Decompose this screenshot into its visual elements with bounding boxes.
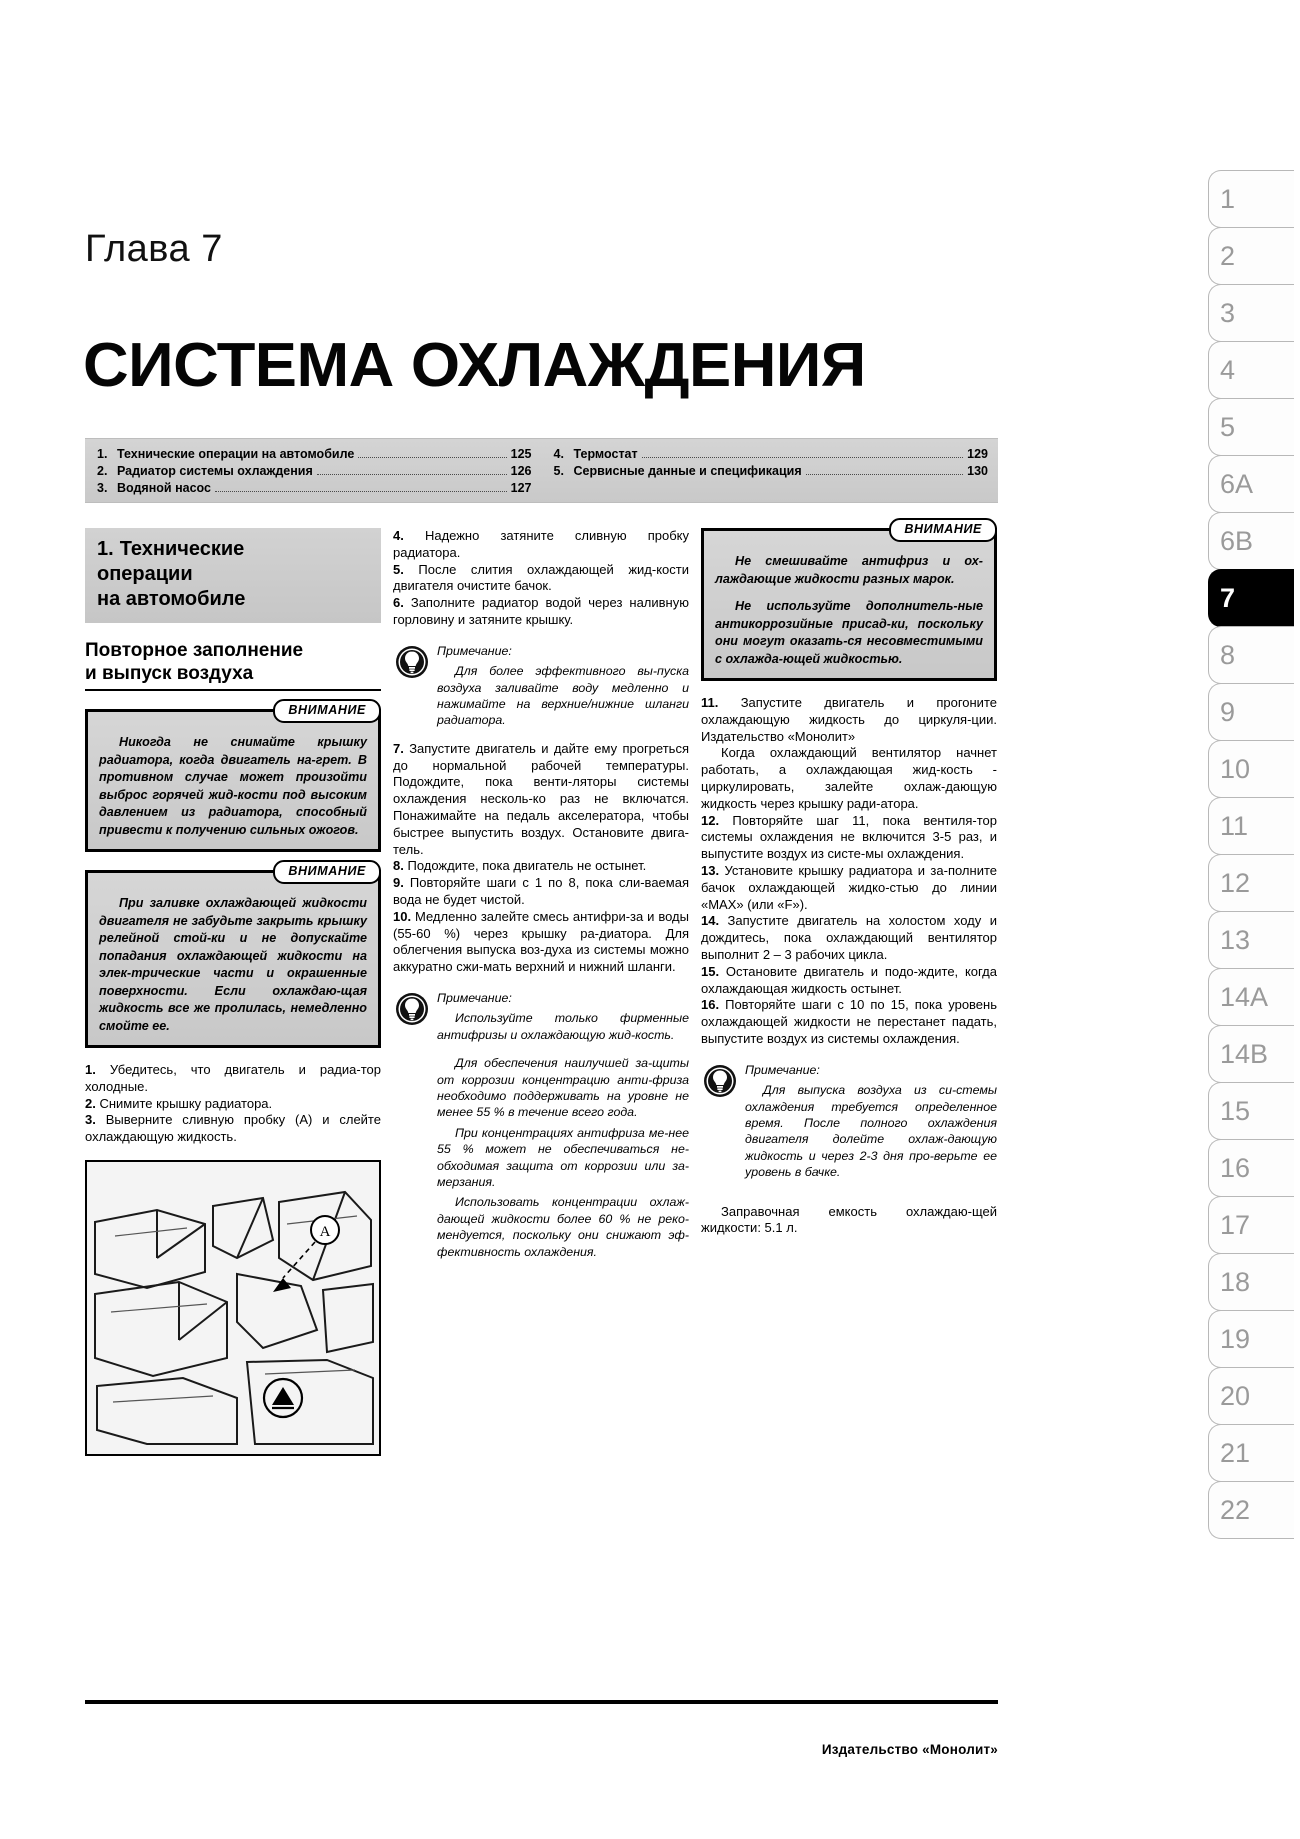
chapter-tab-17[interactable]	[1208, 1196, 1294, 1254]
table-of-contents	[85, 438, 998, 503]
chapter-tab-label: 13	[1220, 924, 1251, 955]
note-text: Использовать концентрации охлаж-дающей жидкости более 60 % не реко-мендуется, поскольку они снижают эф-фективность охлаждения.	[437, 1195, 689, 1259]
chapter-tab-label: 3	[1220, 297, 1236, 328]
step-number: 7.	[393, 740, 404, 756]
toc-entry-page: 127	[510, 481, 532, 495]
step-number: 15.	[701, 963, 720, 979]
chapter-tab-22[interactable]	[1208, 1481, 1294, 1539]
step-paragraph	[701, 964, 997, 998]
chapter-tab-2[interactable]	[1208, 227, 1294, 285]
attention-box-1	[85, 703, 381, 852]
lightbulb-icon	[395, 992, 429, 1026]
chapter-tab-label: 21	[1220, 1437, 1251, 1468]
step-text: Повторяйте шаг 11, пока вентиля-тор системы охлаждения не включится 3-5 раз, и выпустите воздух из систе-мы охлаждения.	[701, 812, 997, 862]
steps-column-2-middle	[393, 741, 689, 976]
attention-box-3	[701, 522, 997, 681]
note-text-block	[745, 1062, 997, 1181]
toc-leader-dots	[215, 490, 507, 492]
step-text: Запустите двигатель и прогоните охлаждающую жидкость до циркуля-ции. Издательство «Монолит»	[701, 695, 997, 744]
steps-column-3	[701, 695, 997, 1048]
step-paragraph	[393, 909, 689, 976]
attention-label: ВНИМАНИЕ	[889, 518, 997, 542]
chapter-tab-label: 16	[1220, 1152, 1251, 1183]
step-text: Подождите, пока двигатель не остынет.	[407, 858, 647, 874]
note-text-block	[437, 643, 689, 729]
chapter-tab-8[interactable]	[1208, 626, 1294, 684]
note-label: Примечание:	[437, 990, 512, 1005]
note-label: Примечание:	[437, 643, 512, 658]
toc-entry-label: Сервисные данные и спецификация	[573, 464, 802, 478]
toc-entry[interactable]	[97, 446, 532, 463]
chapter-tab-20[interactable]	[1208, 1367, 1294, 1425]
step-number: 9.	[393, 875, 404, 891]
step-paragraph	[701, 997, 997, 1047]
step-text: Убедитесь, что двигатель и радиа-тор холодные.	[85, 1062, 381, 1094]
chapter-tab-label: 18	[1220, 1266, 1251, 1297]
toc-entry-page: 126	[510, 464, 532, 478]
note-text-block	[437, 990, 689, 1043]
note-text: При концентрациях антифриза ме-нее 55 % может не обеспечиваться не-обходимая защита от коррозии или за-мерзания.	[437, 1125, 689, 1190]
chapter-tab-19[interactable]	[1208, 1310, 1294, 1368]
step-text: Когда охлаждающий вентилятор начнет работать, а охлаждающая жид-кость - циркулировать, залейте охлаж-дающую жидкость через крышку ради-атора.	[701, 745, 997, 811]
chapter-tab-label: 4	[1220, 354, 1236, 385]
chapter-tab-label: 7	[1220, 582, 1236, 613]
subheading-line1: Повторное заполнение	[85, 640, 304, 661]
step-text: Запустите двигатель на холостом ходу и дождитесь, пока охлаждающий вентилятор выполнит 2 – 3 рабочих цикла.	[701, 913, 997, 962]
chapter-tab-14A[interactable]	[1208, 968, 1294, 1026]
chapter-tab-label: 15	[1220, 1095, 1251, 1126]
toc-entry-number: 2.	[97, 464, 108, 478]
step-paragraph	[85, 1112, 381, 1146]
chapter-tab-label: 11	[1220, 810, 1249, 841]
toc-column-right	[542, 439, 999, 502]
toc-entry-page: 129	[967, 447, 988, 461]
toc-entry-label: Водяной насос	[117, 481, 211, 495]
step-text: Повторяйте шаги с 10 по 15, пока уровень охлаждающей жидкости не перестанет падать, выпустите воздух из системы охлаждения.	[701, 997, 997, 1046]
chapter-tab-label: 1	[1220, 183, 1236, 214]
chapter-tab-3[interactable]	[1208, 284, 1294, 342]
toc-entry-label: Радиатор системы охлаждения	[117, 464, 313, 478]
step-paragraph	[393, 562, 689, 596]
chapter-tab-7[interactable]	[1208, 569, 1294, 627]
note-continuation-2	[393, 1055, 689, 1260]
chapter-tab-label: 20	[1220, 1380, 1251, 1411]
chapter-tab-15[interactable]	[1208, 1082, 1294, 1140]
attention-text: Не используйте дополнитель-ные антикоррозийные присад-ки, поскольку они могут оказать-ся несовместимыми с охлажда-ющей жидкостью.	[715, 599, 983, 666]
steps-column-2-top	[393, 528, 689, 629]
note-text: Для выпуска воздуха из си-стемы охлаждения требуется определенное время. После полного охлаждения двигателя долейте охлаж-дающую жидкость и через 2-3 дня про-верьте ее уровень в бачке.	[745, 1083, 997, 1180]
step-number: 13.	[701, 862, 720, 878]
step-text: Заполните радиатор водой через наливную горловину и затяните крышку.	[393, 595, 689, 627]
chapter-tab-6B[interactable]	[1208, 512, 1294, 570]
chapter-tab-label: 5	[1220, 411, 1236, 442]
toc-entry-label: Термостат	[573, 447, 638, 461]
radiator-drain-plug-figure	[85, 1160, 381, 1456]
chapter-label: Глава 7	[85, 228, 223, 270]
step-text: Установите крышку радиатора и за-полните бачок охлаждающей жидко-стью до линии «МАХ» (или «F»).	[701, 862, 997, 912]
spacer	[701, 1193, 997, 1204]
chapter-tab-21[interactable]	[1208, 1424, 1294, 1482]
step-text: Повторяйте шаги с 1 по 8, пока сли-ваемая вода не будет чистой.	[393, 875, 689, 907]
note-text: Для обеспечения наилучшей за-щиты от коррозии концентрацию анти-фриза необходимо поддерживать на уровне не менее 55 % в течение всего года.	[437, 1056, 689, 1120]
chapter-tab-12[interactable]	[1208, 854, 1294, 912]
note-text: Для более эффективного вы-пуска воздуха заливайте воду медленно и нажимайте на верхние/нижние шланги радиатора.	[437, 664, 689, 728]
step-paragraph	[393, 875, 689, 909]
step-text: После слития охлаждающей жид-кости двигателя очистите бачок.	[393, 561, 689, 594]
step-paragraph	[393, 741, 689, 859]
step-paragraph	[701, 695, 997, 745]
lightbulb-icon	[395, 645, 429, 679]
step-number: 1.	[85, 1062, 96, 1077]
step-text: Снимите крышку радиатора.	[99, 1095, 273, 1111]
step-paragraph	[701, 863, 997, 913]
toc-entry[interactable]	[554, 446, 989, 463]
note-label: Примечание:	[745, 1062, 820, 1077]
toc-entry[interactable]	[554, 463, 989, 480]
section-title-line3: на автомобиле	[97, 588, 246, 610]
step-number: 2.	[85, 1095, 96, 1111]
chapter-tab-label: 14A	[1220, 981, 1269, 1012]
chapter-tab-label: 6A	[1220, 468, 1254, 499]
toc-entry-number: 4.	[553, 447, 564, 461]
toc-entry-page: 130	[967, 464, 988, 478]
step-number: 14.	[701, 913, 720, 929]
toc-leader-dots	[806, 473, 963, 475]
chapter-tab-14B[interactable]	[1208, 1025, 1294, 1083]
attention-box-2	[85, 864, 381, 1048]
toc-entry-number: 5.	[553, 464, 564, 478]
chapter-tab-13[interactable]	[1208, 911, 1294, 969]
body-column-1	[85, 528, 381, 1456]
step-text: Медленно залейте смесь антифри-за и воды (55-60 %) через крышку ра-диатора. Для облегчения выпуска воз-духа из системы можно аккуратно сжи-мать верхний и нижний шланги.	[393, 908, 689, 975]
toc-entry[interactable]	[97, 463, 532, 480]
chapter-tab-label: 19	[1220, 1323, 1251, 1354]
step-number: 6.	[393, 595, 404, 611]
step-number: 3.	[85, 1112, 96, 1128]
toc-entry-number: 3.	[97, 481, 108, 495]
attention-text: Не смешивайте антифриз и ох-лаждающие жидкости разных марок.	[715, 554, 983, 586]
chapter-tab-18[interactable]	[1208, 1253, 1294, 1311]
chapter-tab-label: 10	[1220, 753, 1251, 784]
toc-leader-dots	[358, 456, 506, 458]
attention-label: ВНИМАНИЕ	[273, 699, 381, 723]
body-column-2	[393, 528, 689, 1260]
chapter-tab-5[interactable]	[1208, 398, 1294, 456]
figure-callout-label: А	[319, 1223, 331, 1240]
step-number: 5.	[393, 561, 404, 577]
attention-text: Никогда не снимайте крышку радиатора, когда двигатель на-грет. В противном случае может произойти выброс горячей жид-кости под высоким давлением из радиатора, способный привести к получению сильных ожогов.	[99, 735, 367, 837]
step-paragraph	[701, 745, 997, 812]
note-box-3	[701, 1062, 997, 1181]
subsection-heading	[85, 639, 381, 691]
note-box-1	[393, 643, 689, 729]
toc-entry[interactable]	[97, 480, 532, 497]
section-title-line1: Технические	[119, 538, 245, 560]
chapter-tab-label: 9	[1220, 696, 1236, 727]
chapter-tab-6A[interactable]	[1208, 455, 1294, 513]
toc-entry-page: 125	[510, 447, 532, 461]
chapter-tab-label: 12	[1220, 867, 1251, 898]
section-number: 1.	[97, 538, 114, 560]
chapter-tab-index	[1208, 170, 1294, 1538]
chapter-tab-label: 6B	[1220, 525, 1254, 556]
step-paragraph	[393, 858, 689, 875]
toc-column-left	[85, 439, 542, 502]
step-paragraph	[85, 1096, 381, 1113]
note-box-2	[393, 990, 689, 1043]
toc-entry-label: Технические операции на автомобиле	[117, 447, 355, 461]
chapter-tab-label: 8	[1220, 639, 1236, 670]
figure-illustration	[87, 1162, 379, 1450]
step-paragraph	[701, 913, 997, 963]
footer-divider	[85, 1700, 998, 1704]
toc-leader-dots	[642, 456, 964, 458]
chapter-tab-9[interactable]	[1208, 683, 1294, 741]
subheading-line2: и выпуск воздуха	[85, 663, 254, 684]
step-number: 8.	[393, 858, 404, 874]
chapter-tab-4[interactable]	[1208, 341, 1294, 399]
section-heading	[85, 528, 381, 623]
attention-text: При заливке охлаждающей жидкости двигателя не забудьте закрыть крышку релейной стой-ки и не допускайте попадания охлаждающей жидкости на элек-трические части и окрашенные поверхности. Если охлаждаю-щая жидкость все же пролилась, немедленно смойте ее.	[99, 896, 367, 1033]
step-number: 12.	[701, 812, 720, 828]
step-paragraph	[393, 595, 689, 629]
chapter-tab-10[interactable]	[1208, 740, 1294, 798]
toc-entry-number: 1.	[97, 447, 108, 461]
chapter-tab-1[interactable]	[1208, 170, 1294, 228]
lightbulb-icon	[703, 1064, 737, 1098]
coolant-capacity-text: Заправочная емкость охлаждаю-щей жидкости: 5.1 л.	[701, 1203, 997, 1236]
note-text: Используйте только фирменные антифризы и охлаждающую жид-кость.	[437, 1011, 689, 1042]
step-paragraph	[701, 813, 997, 863]
footer-publisher: Издательство «Монолит»	[821, 1742, 998, 1757]
chapter-tab-label: 14B	[1220, 1038, 1269, 1069]
step-text: Надежно затяните сливную пробку радиатора.	[393, 528, 689, 560]
step-number: 16.	[701, 997, 720, 1013]
body-column-3	[701, 522, 997, 1237]
page-title: СИСТЕМА ОХЛАЖДЕНИЯ	[83, 331, 866, 400]
step-paragraph	[85, 1062, 381, 1096]
step-number: 4.	[393, 528, 404, 543]
step-text: Выверните сливную пробку (А) и слейте охлаждающую жидкость.	[85, 1112, 381, 1145]
section-title-line2: операции	[97, 563, 193, 585]
toc-leader-dots	[317, 473, 507, 475]
step-text: Остановите двигатель и подо-ждите, когда охлаждающая жидкость остынет.	[701, 963, 997, 996]
step-number: 10.	[393, 908, 412, 924]
step-number: 11.	[701, 695, 719, 710]
step-paragraph	[393, 528, 689, 562]
attention-label: ВНИМАНИЕ	[273, 860, 381, 884]
chapter-tab-11[interactable]	[1208, 797, 1294, 855]
steps-column-1	[85, 1062, 381, 1146]
chapter-tab-label: 17	[1220, 1209, 1251, 1240]
chapter-tab-16[interactable]	[1208, 1139, 1294, 1197]
chapter-tab-label: 22	[1220, 1494, 1251, 1525]
chapter-tab-label: 2	[1220, 240, 1236, 271]
step-text: Запустите двигатель и дайте ему прогреться до нормальной рабочей температуры. Подождите, пока венти-ляторы системы охлаждения несколь-ко раз не включатся. Понажимайте на педаль акселератора, чтобы быстрее выпустить воздух. Остановите двига-тель.	[393, 740, 689, 857]
